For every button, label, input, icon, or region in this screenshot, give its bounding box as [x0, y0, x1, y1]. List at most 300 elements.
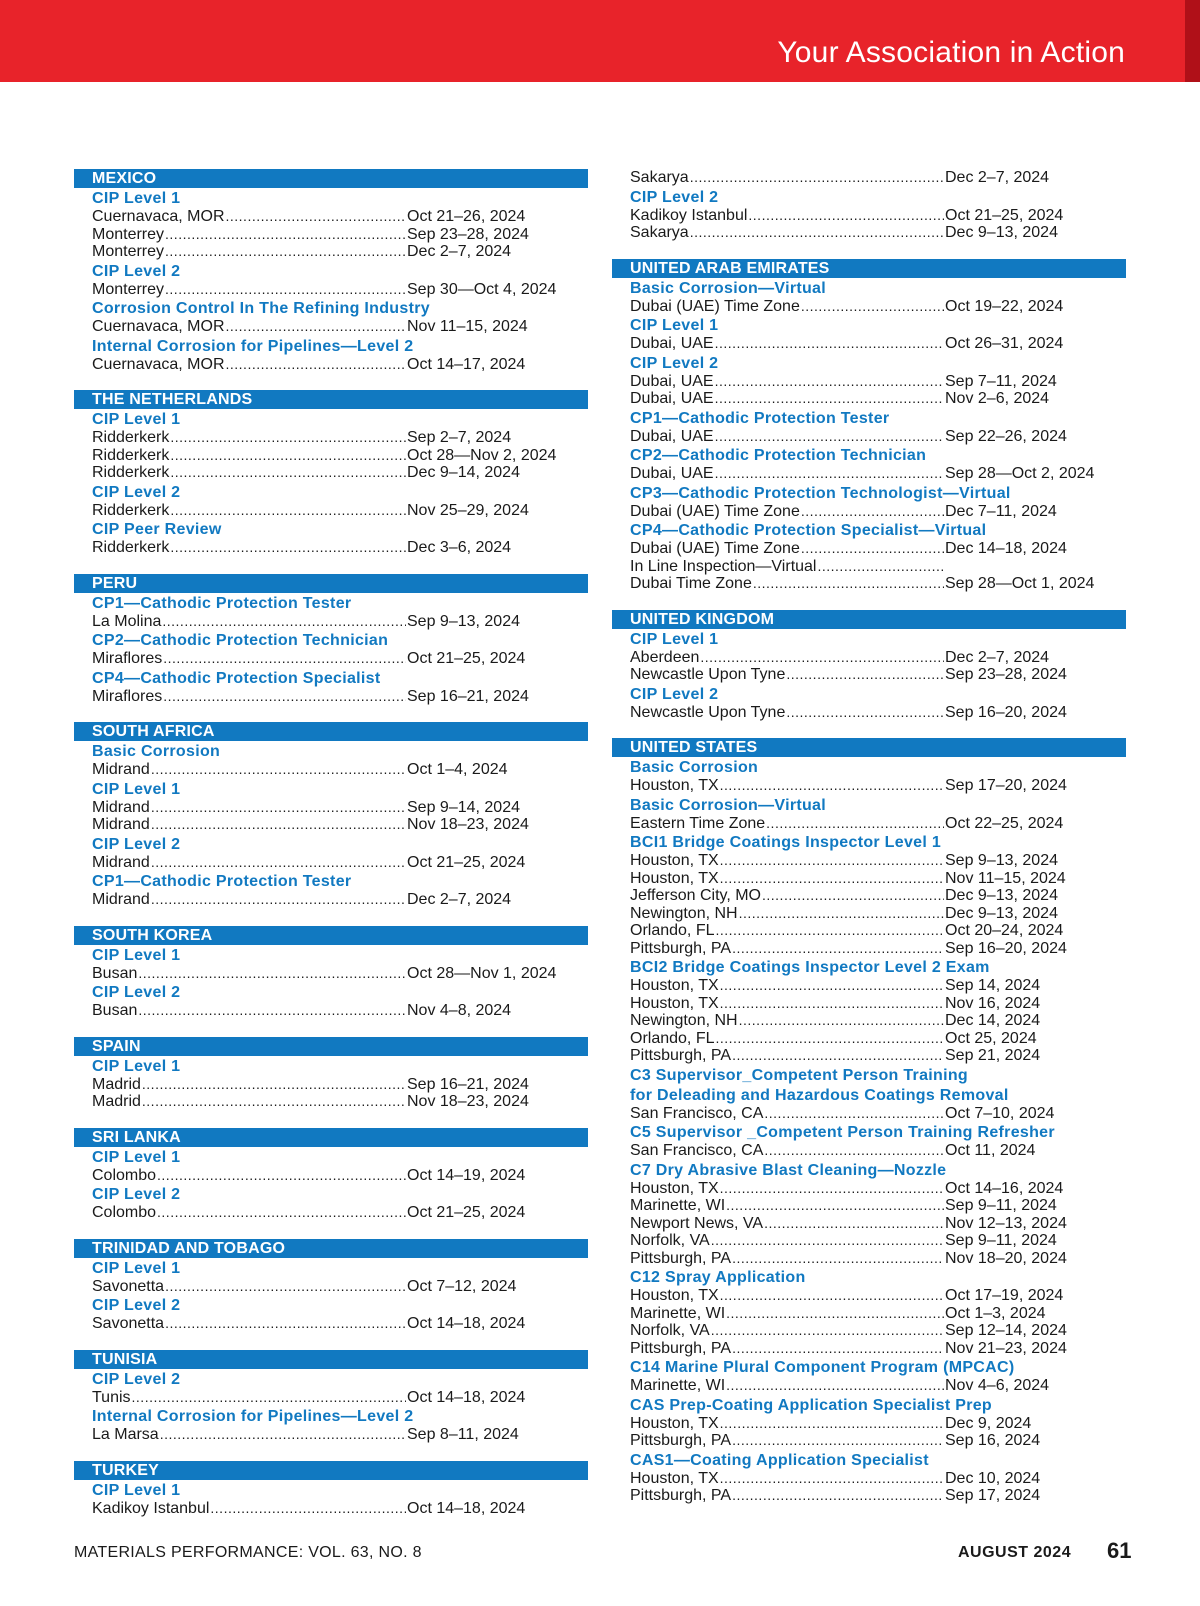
session-date: Oct 14–18, 2024 — [407, 1388, 526, 1406]
session-row — [612, 940, 1126, 958]
session-row — [612, 977, 1126, 995]
session-row — [612, 1142, 1126, 1160]
session-row — [74, 243, 588, 261]
leader-dots — [151, 891, 406, 909]
leader-dots — [732, 1340, 944, 1358]
session-date: Oct 1–3, 2024 — [945, 1304, 1046, 1322]
session-location: Houston, TX — [630, 852, 719, 869]
session-date: Oct 1–4, 2024 — [407, 761, 508, 778]
session-date: Nov 11–15, 2024 — [407, 318, 528, 335]
session-date: Sep 2–7, 2024 — [407, 429, 512, 446]
session-date: Sep 28—Oct 2, 2024 — [945, 465, 1095, 482]
session-row — [612, 335, 1126, 353]
country-heading: TUNISIA — [74, 1350, 588, 1369]
session-row — [74, 1426, 588, 1444]
session-location: Cuernavaca, MOR — [92, 355, 225, 373]
session-row — [612, 1250, 1126, 1268]
session-location: Dubai (UAE) Time Zone — [630, 540, 800, 557]
leader-dots — [720, 870, 944, 888]
leader-dots — [151, 816, 406, 834]
leader-dots — [690, 169, 944, 187]
session-location: Midrand — [92, 891, 150, 908]
session-location: Dubai (UAE) Time Zone — [630, 502, 800, 520]
session-date: Sep 23–28, 2024 — [407, 225, 529, 243]
session-date: Sep 23–28, 2024 — [945, 666, 1067, 683]
leader-dots — [817, 558, 944, 576]
session-row — [74, 1389, 588, 1407]
session-row — [612, 852, 1126, 870]
session-date: Sep 16, 2024 — [945, 1432, 1041, 1449]
left-column — [74, 169, 588, 1517]
session-row — [612, 1322, 1126, 1340]
header-edge — [1185, 0, 1200, 82]
session-date: Sep 9–14, 2024 — [407, 798, 520, 816]
session-date: Sep 30—Oct 4, 2024 — [407, 280, 557, 298]
leader-dots — [720, 1180, 944, 1198]
session-row — [74, 429, 588, 447]
leader-dots — [801, 298, 944, 316]
session-row — [612, 870, 1126, 888]
leader-dots — [138, 1002, 406, 1020]
session-date: Oct 7–12, 2024 — [407, 1277, 517, 1295]
session-location: Ridderkerk — [92, 446, 170, 464]
session-row — [74, 502, 588, 520]
session-location: Pittsburgh, PA — [630, 1249, 732, 1267]
session-location: Ridderkerk — [92, 429, 170, 446]
session-date: Oct 26–31, 2024 — [945, 335, 1064, 352]
session-date: Sep 21, 2024 — [945, 1047, 1041, 1064]
session-row — [612, 887, 1126, 905]
course-title: CP1—Cathodic Protection Tester — [630, 409, 890, 427]
page-number: 61 — [1107, 1538, 1132, 1563]
session-date: Sep 17, 2024 — [945, 1487, 1041, 1504]
session-row — [74, 226, 588, 244]
session-row — [612, 465, 1126, 483]
leader-dots — [715, 428, 944, 446]
session-date: Oct 17–19, 2024 — [945, 1287, 1064, 1304]
leader-dots — [165, 1278, 406, 1296]
session-location: Cuernavaca, MOR — [92, 318, 225, 335]
session-date: Dec 2–7, 2024 — [407, 243, 512, 260]
session-date: Oct 14–19, 2024 — [407, 1166, 526, 1184]
session-date: Oct 21–25, 2024 — [407, 1204, 526, 1221]
session-row — [74, 965, 588, 983]
session-row — [612, 649, 1126, 667]
session-location: In Line Inspection—Virtual — [630, 557, 817, 575]
session-date: Dec 9, 2024 — [945, 1414, 1032, 1432]
session-date: Oct 25, 2024 — [945, 1029, 1037, 1047]
session-date: Oct 20–24, 2024 — [945, 922, 1064, 939]
leader-dots — [726, 1305, 944, 1323]
country-heading: PERU — [74, 574, 588, 593]
leader-dots — [165, 281, 406, 299]
session-row — [612, 1470, 1126, 1488]
leader-dots — [132, 1389, 406, 1407]
country-heading: SRI LANKA — [74, 1128, 588, 1147]
country-section — [74, 926, 588, 1020]
session-date: Sep 9–11, 2024 — [945, 1197, 1057, 1214]
session-location: Jefferson City, MO — [630, 887, 761, 904]
session-date: Sep 9–13, 2024 — [945, 852, 1058, 869]
leader-dots — [138, 965, 406, 983]
session-date: Oct 21–26, 2024 — [407, 208, 526, 225]
session-row — [612, 1415, 1126, 1433]
session-row — [612, 1487, 1126, 1505]
session-location: Pittsburgh, PA — [630, 1339, 732, 1357]
leader-dots — [801, 540, 944, 558]
session-date: Sep 16–20, 2024 — [945, 939, 1067, 957]
session-row — [74, 650, 588, 668]
session-date: Oct 28—Nov 1, 2024 — [407, 964, 557, 982]
session-date: Nov 4–8, 2024 — [407, 1002, 512, 1019]
leader-dots — [170, 464, 406, 482]
session-location: Savonetta — [92, 1315, 165, 1332]
course-title: CIP Level 1 — [92, 946, 181, 964]
leader-dots — [732, 1432, 944, 1450]
session-date: Dec 3–6, 2024 — [407, 539, 512, 556]
course-title: CIP Level 2 — [92, 835, 181, 853]
session-row — [74, 318, 588, 336]
country-section — [74, 1128, 588, 1222]
session-row — [74, 688, 588, 706]
publication-name: MATERIALS PERFORMANCE: VOL. 63, NO. 8 — [74, 1544, 422, 1561]
session-row — [612, 1012, 1126, 1030]
course-title: Basic Corrosion—Virtual — [630, 279, 826, 297]
session-row — [74, 1278, 588, 1296]
session-location: Dubai (UAE) Time Zone — [630, 297, 800, 315]
leader-dots — [748, 207, 944, 225]
session-row — [612, 169, 1126, 187]
leader-dots — [165, 243, 406, 261]
session-row — [612, 1105, 1126, 1123]
leader-dots — [726, 1197, 944, 1215]
course-title: CIP Level 2 — [92, 262, 181, 280]
session-row — [74, 208, 588, 226]
session-row — [74, 1002, 588, 1020]
country-heading: THE NETHERLANDS — [74, 390, 588, 409]
session-date: Oct 7–10, 2024 — [945, 1104, 1055, 1122]
course-title: Basic Corrosion — [92, 743, 221, 760]
course-title: CIP Level 2 — [630, 685, 719, 703]
session-row — [74, 1076, 588, 1094]
session-row — [612, 373, 1126, 391]
course-title: CIP Level 2 — [630, 354, 719, 372]
country-section — [612, 610, 1126, 722]
session-row — [74, 799, 588, 817]
session-location: Dubai, UAE — [630, 335, 714, 352]
session-location: Dubai Time Zone — [630, 575, 752, 592]
session-location: Madrid — [92, 1093, 141, 1110]
session-date: Sep 16–21, 2024 — [407, 1075, 529, 1093]
course-title: BCI2 Bridge Coatings Inspector Level 2 Exam — [630, 959, 990, 976]
session-row — [74, 816, 588, 834]
country-section — [74, 1037, 588, 1111]
session-location: Newcastle Upon Tyne — [630, 703, 786, 721]
session-location: Colombo — [92, 1166, 157, 1184]
session-location: Orlando, FL — [630, 1029, 715, 1047]
session-date: Sep 12–14, 2024 — [945, 1322, 1067, 1339]
session-location: Monterrey — [92, 243, 165, 260]
country-section — [74, 1350, 588, 1444]
issue-date: AUGUST 2024 — [958, 1544, 1072, 1561]
course-title: Basic Corrosion — [630, 759, 759, 776]
session-location: Houston, TX — [630, 1469, 719, 1487]
leader-dots — [720, 777, 944, 795]
leader-dots — [165, 226, 406, 244]
course-title: BCI1 Bridge Coatings Inspector Level 1 — [630, 834, 942, 851]
leader-dots — [786, 666, 944, 684]
session-row — [612, 1340, 1126, 1358]
course-title: C7 Dry Abrasive Blast Cleaning—Nozzle — [630, 1161, 947, 1179]
session-row — [612, 558, 1126, 576]
session-row — [612, 1232, 1126, 1250]
session-location: Ridderkerk — [92, 539, 170, 556]
session-location: Houston, TX — [630, 869, 719, 887]
session-row — [74, 854, 588, 872]
session-location: Pittsburgh, PA — [630, 1487, 732, 1504]
leader-dots — [142, 1093, 406, 1111]
session-location: Monterrey — [92, 225, 165, 243]
country-section — [612, 169, 1126, 242]
session-date: Oct 14–18, 2024 — [407, 1499, 526, 1517]
leader-dots — [764, 1215, 944, 1233]
leader-dots — [739, 1012, 944, 1030]
section-title: Your Association in Action — [777, 36, 1125, 69]
leader-dots — [715, 390, 944, 408]
leader-dots — [163, 650, 406, 668]
session-row — [612, 575, 1126, 593]
country-heading: TRINIDAD AND TOBAGO — [74, 1239, 588, 1258]
session-date: Dec 9–13, 2024 — [945, 224, 1058, 241]
session-location: Madrid — [92, 1075, 141, 1093]
session-location: Sakarya — [630, 169, 689, 186]
session-row — [612, 207, 1126, 225]
country-heading: TURKEY — [74, 1461, 588, 1480]
leader-dots — [151, 854, 406, 872]
session-location: Orlando, FL — [630, 922, 715, 939]
session-row — [612, 815, 1126, 833]
session-row — [74, 464, 588, 482]
course-title: CIP Level 1 — [92, 780, 181, 798]
session-location: Busan — [92, 1002, 138, 1019]
session-date: Nov 12–13, 2024 — [945, 1214, 1067, 1232]
session-location: Dubai, UAE — [630, 372, 714, 390]
session-date: Sep 17–20, 2024 — [945, 777, 1067, 794]
session-date: Oct 11, 2024 — [945, 1142, 1036, 1159]
session-location: Houston, TX — [630, 977, 719, 994]
course-title: C14 Marine Plural Component Program (MPCAC) — [630, 1359, 1015, 1376]
session-location: San Francisco, CA — [630, 1142, 764, 1159]
session-location: Kadikoy Istanbul — [92, 1499, 210, 1517]
session-location: Miraflores — [92, 687, 163, 705]
session-date: Nov 18–23, 2024 — [407, 816, 529, 833]
course-title: CIP Level 1 — [92, 190, 181, 207]
course-title: CAS1—Coating Application Specialist — [630, 1451, 929, 1469]
leader-dots — [715, 335, 944, 353]
session-row — [612, 298, 1126, 316]
country-section — [74, 390, 588, 557]
course-title: C12 Spray Application — [630, 1269, 806, 1286]
session-date: Nov 2–6, 2024 — [945, 390, 1050, 407]
leader-dots — [762, 887, 944, 905]
course-title: CIP Level 2 — [630, 188, 719, 206]
leader-dots — [170, 447, 406, 465]
session-row — [612, 428, 1126, 446]
session-row — [612, 666, 1126, 684]
course-title-continued: for Deleading and Hazardous Coatings Removal — [630, 1086, 1009, 1104]
session-location: Midrand — [92, 761, 150, 778]
leader-dots — [157, 1167, 406, 1185]
leader-dots — [226, 208, 407, 226]
course-title: CIP Level 2 — [92, 1370, 181, 1388]
course-title: CP2—Cathodic Protection Technician — [630, 447, 927, 464]
session-location: Miraflores — [92, 650, 163, 667]
session-row — [612, 905, 1126, 923]
country-heading: SPAIN — [74, 1037, 588, 1056]
session-date: Sep 8–11, 2024 — [407, 1426, 519, 1443]
session-location: Marinette, WI — [630, 1197, 726, 1214]
country-section — [74, 574, 588, 706]
session-row — [74, 613, 588, 631]
session-row — [612, 995, 1126, 1013]
session-location: Ridderkerk — [92, 464, 170, 481]
session-location: Aberdeen — [630, 648, 700, 666]
session-row — [612, 224, 1126, 242]
session-date: Sep 9–11, 2024 — [945, 1232, 1057, 1249]
session-row — [74, 1500, 588, 1518]
course-title: C5 Supervisor _Competent Person Training Refresher — [630, 1124, 1055, 1141]
session-row — [612, 1305, 1126, 1323]
country-heading: SOUTH AFRICA — [74, 722, 588, 741]
leader-dots — [732, 1047, 944, 1065]
country-heading: UNITED ARAB EMIRATES — [612, 259, 1126, 278]
leader-dots — [163, 688, 406, 706]
leader-dots — [157, 1204, 406, 1222]
session-location: Marinette, WI — [630, 1304, 726, 1322]
leader-dots — [151, 761, 406, 779]
session-location: Midrand — [92, 816, 150, 833]
country-section — [612, 738, 1126, 1505]
course-title: CIP Level 2 — [92, 483, 181, 501]
course-title: Internal Corrosion for Pipelines—Level 2 — [92, 1408, 414, 1425]
session-location: Sakarya — [630, 224, 689, 241]
session-date: Oct 21–25, 2024 — [407, 650, 526, 667]
session-location: Newington, NH — [630, 1012, 738, 1029]
session-location: Busan — [92, 964, 138, 982]
session-row — [612, 1047, 1126, 1065]
session-location: Houston, TX — [630, 1414, 719, 1432]
session-location: Houston, TX — [630, 777, 719, 794]
session-date: Sep 28—Oct 1, 2024 — [945, 575, 1095, 592]
leader-dots — [165, 1315, 406, 1333]
session-date: Nov 18–20, 2024 — [945, 1249, 1067, 1267]
course-title: CIP Level 1 — [92, 1148, 181, 1166]
session-location: Monterrey — [92, 280, 165, 298]
session-date: Nov 11–15, 2024 — [945, 869, 1066, 887]
leader-dots — [170, 429, 406, 447]
session-row — [74, 761, 588, 779]
session-date: Dec 2–7, 2024 — [945, 169, 1050, 186]
leader-dots — [720, 852, 944, 870]
session-date: Nov 4–6, 2024 — [945, 1377, 1050, 1394]
session-location: Norfolk, VA — [630, 1322, 710, 1339]
session-date: Sep 22–26, 2024 — [945, 427, 1067, 445]
session-date: Oct 21–25, 2024 — [407, 853, 526, 871]
session-location: Houston, TX — [630, 1179, 719, 1197]
session-location: Dubai, UAE — [630, 390, 714, 407]
leader-dots — [720, 977, 944, 995]
session-row — [74, 1093, 588, 1111]
course-title: CP4—Cathodic Protection Specialist—Virtual — [630, 522, 987, 539]
session-date: Sep 9–13, 2024 — [407, 612, 520, 630]
session-date: Dec 7–11, 2024 — [945, 502, 1057, 520]
session-row — [612, 777, 1126, 795]
leader-dots — [142, 1076, 406, 1094]
leader-dots — [210, 1500, 406, 1518]
leader-dots — [715, 373, 944, 391]
session-location: La Molina — [92, 612, 162, 630]
session-row — [612, 1287, 1126, 1305]
country-section — [74, 169, 588, 373]
country-heading: UNITED STATES — [612, 738, 1126, 757]
session-date: Oct 14–16, 2024 — [945, 1179, 1064, 1197]
leader-dots — [700, 649, 944, 667]
course-title: CIP Level 1 — [630, 317, 719, 334]
leader-dots — [732, 1487, 944, 1505]
leader-dots — [160, 1426, 406, 1444]
session-date: Nov 16, 2024 — [945, 994, 1041, 1012]
session-location: Dubai, UAE — [630, 427, 714, 445]
course-title: CAS Prep-Coating Application Specialist Prep — [630, 1396, 992, 1414]
session-date: Oct 19–22, 2024 — [945, 297, 1064, 315]
session-date: Dec 9–13, 2024 — [945, 887, 1058, 904]
session-location: Pittsburgh, PA — [630, 939, 732, 957]
leader-dots — [801, 503, 944, 521]
session-row — [74, 356, 588, 374]
course-title: Corrosion Control In The Refining Industry — [92, 300, 430, 317]
course-title: Basic Corrosion—Virtual — [630, 796, 826, 814]
session-row — [612, 922, 1126, 940]
leader-dots — [720, 1287, 944, 1305]
session-date: Sep 16–21, 2024 — [407, 687, 529, 705]
session-location: San Francisco, CA — [630, 1104, 764, 1122]
course-title: CIP Level 1 — [92, 1259, 181, 1277]
country-section — [74, 1239, 588, 1333]
session-date: Dec 9–13, 2024 — [945, 904, 1058, 922]
course-title: CIP Level 2 — [92, 984, 181, 1001]
session-location: Marinette, WI — [630, 1377, 726, 1394]
leader-dots — [170, 539, 406, 557]
country-section — [74, 722, 588, 909]
session-location: Newington, NH — [630, 904, 738, 922]
session-date: Dec 2–7, 2024 — [407, 891, 512, 908]
leader-dots — [720, 1470, 944, 1488]
course-title: CIP Peer Review — [92, 521, 222, 538]
course-title: CP1—Cathodic Protection Tester — [92, 594, 352, 612]
country-section — [74, 1461, 588, 1518]
session-location: Norfolk, VA — [630, 1232, 710, 1249]
session-row — [612, 390, 1126, 408]
country-heading: UNITED KINGDOM — [612, 610, 1126, 629]
session-location: Pittsburgh, PA — [630, 1047, 732, 1064]
course-title: C3 Supervisor_Competent Person Training — [630, 1066, 968, 1084]
session-location: Colombo — [92, 1204, 157, 1221]
course-title: CIP Level 1 — [630, 630, 719, 648]
session-date: Dec 10, 2024 — [945, 1469, 1041, 1487]
leader-dots — [739, 905, 944, 923]
course-title: CP1—Cathodic Protection Tester — [92, 873, 352, 890]
leader-dots — [715, 465, 944, 483]
